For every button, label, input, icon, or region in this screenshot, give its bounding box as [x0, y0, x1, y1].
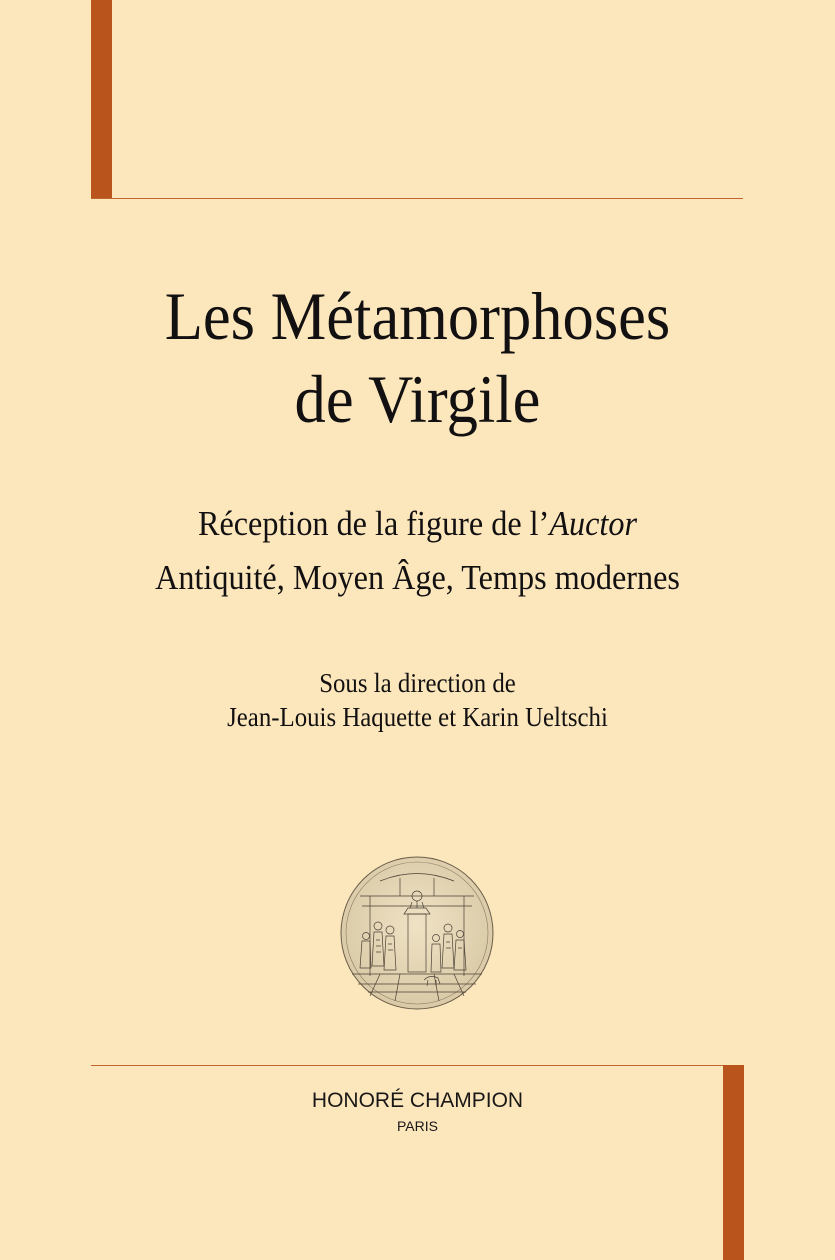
title-line-2: de Virgile	[294, 361, 541, 437]
bottom-rule	[91, 1065, 743, 1066]
subtitle-line-2: Antiquité, Moyen Âge, Temps modernes	[155, 558, 680, 597]
title-line-1: Les Métamorphoses	[164, 278, 671, 354]
top-rule	[91, 198, 743, 199]
top-accent-bar	[91, 0, 112, 199]
editors: Jean-Louis Haquette et Karin Ueltschi	[227, 702, 608, 732]
medallion-icon	[340, 856, 494, 1010]
publisher-city: PARIS	[397, 1118, 438, 1134]
subtitle-line-1	[33, 502, 801, 546]
subtitle-line-1-text: Réception de la figure de l’	[197, 504, 550, 543]
publisher-name: HONORÉ CHAMPION	[311, 1089, 524, 1112]
subtitle-auctor: Auctor	[549, 504, 638, 543]
direction-label: Sous la direction de	[319, 668, 516, 698]
